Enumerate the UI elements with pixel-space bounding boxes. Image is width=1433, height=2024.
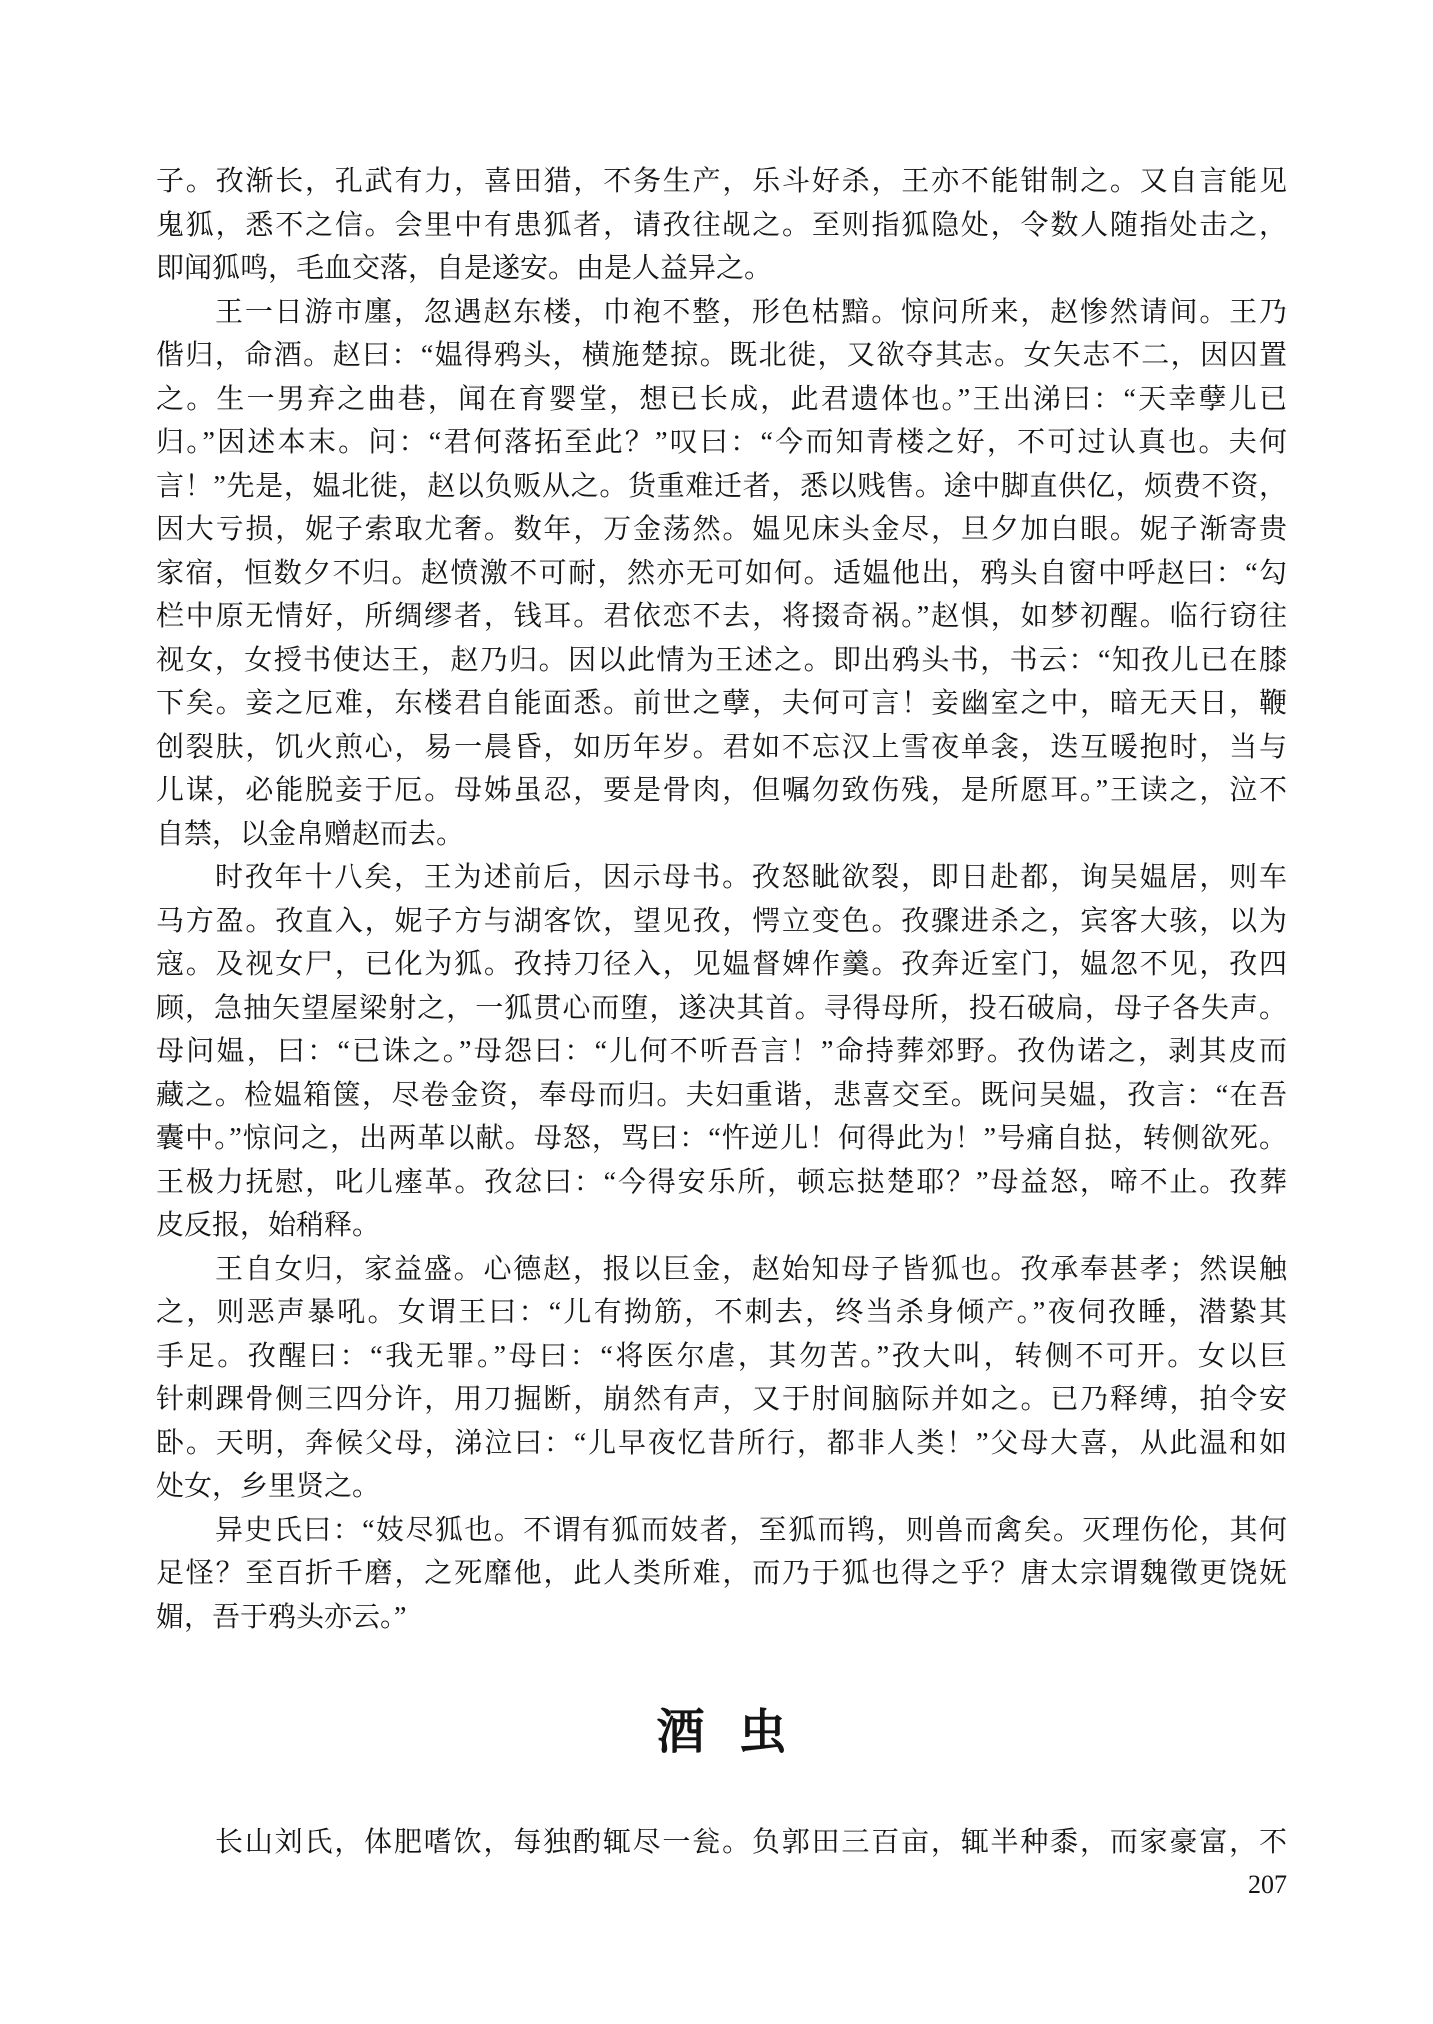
text-line: 马方盈。孜直入，妮子方与湖客饮，望见孜，愕立变色。孜骤进杀之，宾客大骇，以为 — [156, 905, 1287, 937]
text-line: 家宿，恒数夕不归。赵愤激不可耐，然亦无可如何。适媪他出，鸦头自窗中呼赵曰：“勾 — [156, 557, 1287, 589]
paragraph — [156, 160, 1287, 291]
text-line: 异史氏曰：“妓尽狐也。不谓有狐而妓者，至狐而鸨，则兽而禽矣。灭理伤伦，其何 — [215, 1514, 1287, 1546]
paragraph — [156, 1248, 1287, 1509]
text-line: 长山刘氏，体肥嗜饮，每独酌辄尽一瓮。负郭田三百亩，辄半种黍，而家豪富，不 — [215, 1827, 1287, 1858]
next-story-text — [156, 1821, 1287, 1865]
paragraph — [156, 1821, 1287, 1865]
text-line: 针刺踝骨侧三四分许，用刀掘断，崩然有声，又于肘间脑际并如之。已乃释缚，拍令安 — [156, 1384, 1287, 1415]
text-line: 言！”先是，媪北徙，赵以负贩从之。货重难迁者，悉以贱售。途中脚直供亿，烦费不资， — [156, 470, 1287, 502]
text-line: 顾，急抽矢望屋梁射之，一狐贯心而堕，遂决其首。寻得母所，投石破扃，母子各失声。 — [156, 992, 1287, 1024]
text-line: 手足。孜醒曰：“我无罪。”母曰：“将医尔虐，其勿苦。”孜大叫，转侧不可开。女以巨 — [156, 1340, 1287, 1372]
text-line: 创裂肤，饥火煎心，易一晨昏，如历年岁。君如不忘汉上雪夜单衾，迭互暖抱时，当与 — [156, 731, 1287, 763]
text-line: 媚，吾于鸦头亦云。” — [156, 1601, 407, 1633]
paragraph — [156, 1509, 1287, 1640]
paragraph — [156, 291, 1287, 857]
text-line: 囊中。”惊问之，出两革以献。母怒，骂曰：“忤逆儿！何得此为！”号痛自挞，转侧欲死。 — [156, 1123, 1287, 1154]
text-line: 即闻狐鸣，毛血交落，自是遂安。由是人益异之。 — [156, 253, 773, 284]
text-line: 母问媪，曰：“已诛之。”母怨曰：“儿何不听吾言！”命持葬郊野。孜伪诺之，剥其皮而 — [156, 1036, 1287, 1067]
text-line: 子。孜渐长，孔武有力，喜田猎，不务生产，乐斗好杀，王亦不能钳制之。又自言能见 — [156, 166, 1287, 197]
text-line: 寇。及视女尸，已化为狐。孜持刀径入，见媪督婢作羹。孜奔近室门，媪忽不见，孜四 — [156, 949, 1287, 980]
text-line: 卧。天明，奔候父母，涕泣曰：“儿早夜忆昔所行，都非人类！”父母大喜，从此温和如 — [156, 1427, 1287, 1459]
text-line: 下矣。妾之厄难，东楼君自能面悉。前世之孽，夫何可言！妾幽室之中，暗无天日，鞭 — [156, 688, 1287, 719]
text-line: 栏中原无情好，所绸缪者，钱耳。君依恋不去，将掇奇祸。”赵惧，如梦初醒。临行窃往 — [156, 601, 1287, 632]
text-line: 王自女归，家益盛。心德赵，报以巨金，赵始知母子皆狐也。孜承奉甚孝；然误触 — [215, 1253, 1287, 1285]
text-line: 偕归，命酒。赵曰：“媪得鸦头，横施楚掠。既北徙，又欲夺其志。女矢志不二，因囚置 — [156, 340, 1287, 371]
text-line: 足怪？至百折千磨，之死靡他，此人类所难，而乃于狐也得之乎？唐太宗谓魏徵更饶妩 — [156, 1558, 1287, 1589]
text-line: 自禁，以金帛赠赵而去。 — [156, 818, 465, 850]
text-line: 鬼狐，悉不之信。会里中有患狐者，请孜往觇之。至则指狐隐处，令数人随指处击之， — [156, 209, 1287, 241]
paragraph — [156, 856, 1287, 1248]
text-line: 处女，乡里贤之。 — [156, 1471, 381, 1502]
story-title: 酒 虫 — [656, 1706, 787, 1759]
text-line: 儿谋，必能脱妾于厄。母姊虽忍，要是骨肉，但嘱勿致伤残，是所愿耳。”王读之，泣不 — [156, 775, 1287, 806]
text-line: 归。”因述本末。问：“君何落拓至此？”叹曰：“今而知青楼之好，不可过认真也。夫何 — [156, 427, 1287, 458]
text-line: 皮反报，始稍释。 — [156, 1210, 381, 1241]
text-line: 藏之。检媪箱箧，尽卷金资，奉母而归。夫妇重谐，悲喜交至。既问吴媪，孜言：“在吾 — [156, 1079, 1287, 1111]
text-line: 视女，女授书使达王，赵乃归。因以此情为王述之。即出鸦头书，书云：“知孜儿已在膝 — [156, 644, 1287, 676]
page-number: 207 — [1248, 1870, 1287, 1899]
story-text — [156, 160, 1287, 1639]
text-line: 时孜年十八矣，王为述前后，因示母书。孜怒眦欲裂，即日赴都，询吴媪居，则车 — [215, 862, 1287, 893]
text-line: 王极力抚慰，叱儿瘗革。孜忿曰：“今得安乐所，顿忘挞楚耶？”母益怒，啼不止。孜葬 — [156, 1166, 1287, 1198]
text-line: 王一日游市廛，忽遇赵东楼，巾袍不整，形色枯黯。惊问所来，赵惨然请间。王乃 — [215, 296, 1287, 328]
text-line: 因大亏损，妮子索取尤奢。数年，万金荡然。媪见床头金尽，旦夕加白眼。妮子渐寄贵 — [156, 514, 1287, 545]
text-line: 之。生一男弃之曲巷，闻在育婴堂，想已长成，此君遗体也。”王出涕曰：“天幸孽儿已 — [156, 383, 1287, 415]
text-line: 之，则恶声暴吼。女谓王曰：“儿有拗筋，不刺去，终当杀身倾产。”夜伺孜睡，潜絷其 — [156, 1297, 1287, 1328]
